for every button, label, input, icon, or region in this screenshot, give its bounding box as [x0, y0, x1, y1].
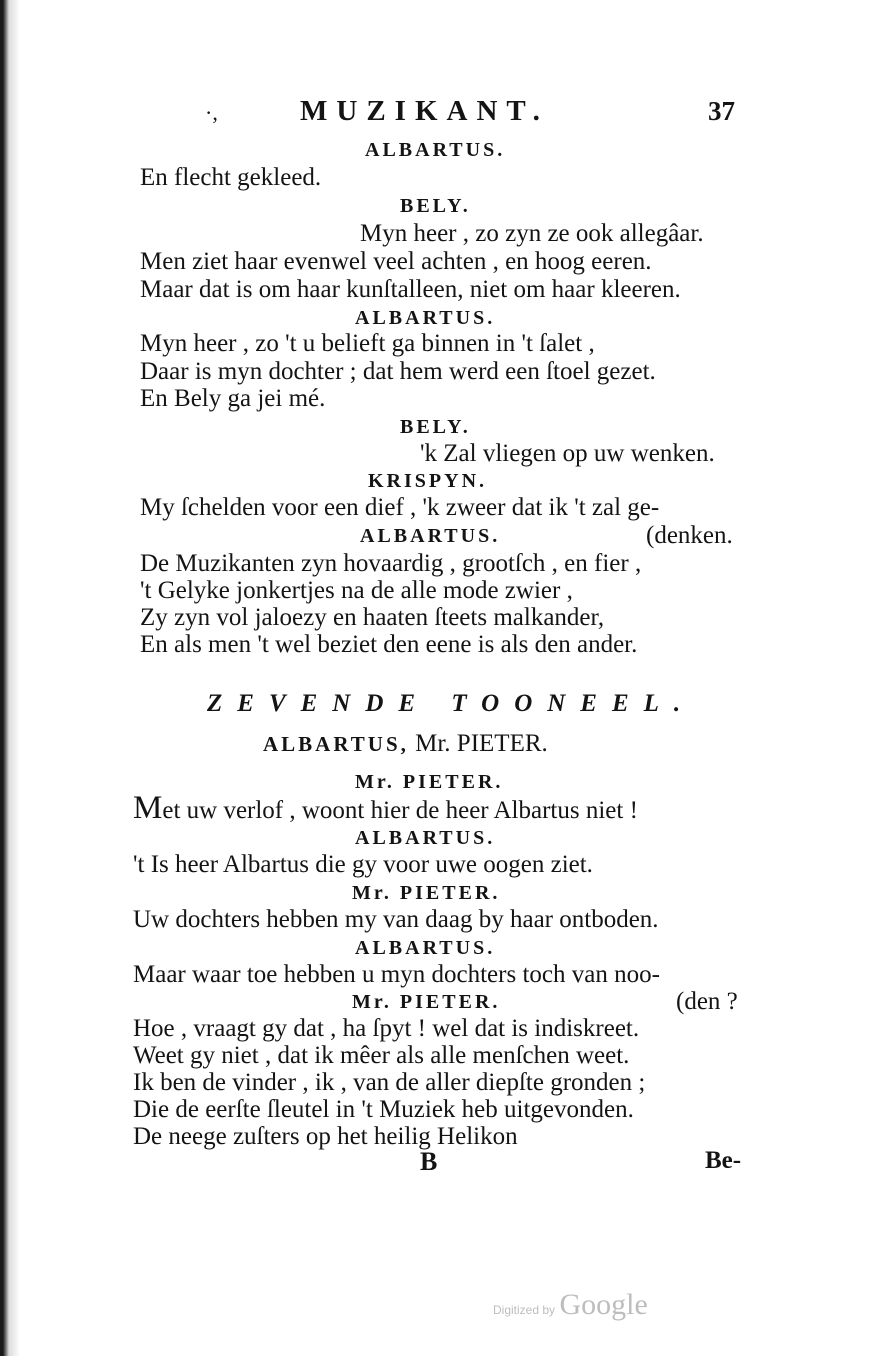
speaker-pieter: Mr. PIETER.: [352, 882, 501, 904]
verse-line: Myn heer , zo 't u belieft ga binnen in 't ſalet ,: [140, 330, 595, 357]
verse-line: En flecht gekleed.: [140, 164, 322, 191]
scene-heading: ZEVENDE TOONEEL.: [207, 690, 696, 717]
verse-line-first: [133, 790, 638, 826]
speaker-albartus: ALBARTUS.: [355, 827, 496, 849]
speaker-albartus: ALBARTUS.: [355, 307, 496, 329]
catchword: Be-: [705, 1147, 742, 1174]
verse-line: Men ziet haar evenwel veel achten , en hoog eeren.: [140, 248, 652, 275]
verse-line: Daar is myn dochter ; dat hem werd een ſtoel gezet.: [140, 358, 656, 385]
speaker-pieter: Mr. PIETER.: [352, 991, 501, 1013]
cast-pieter: Mr. PIETER.: [415, 730, 548, 757]
verse-line: My ſchelden voor een dief , 'k zweer dat ik 't zal ge-: [140, 494, 660, 521]
header-mark: ·,: [205, 100, 218, 125]
verse-continuation: (den ?: [676, 988, 738, 1015]
verse-line: 'k Zal vliegen op uw wenken.: [420, 440, 715, 467]
speaker-bely: BELY.: [400, 195, 471, 217]
verse-line: Myn heer , zo zyn ze ook allegâar.: [360, 220, 704, 247]
verse-line: En Bely ga jei mé.: [140, 385, 326, 412]
verse-line: Maar dat is om haar kunſtalleen, niet om haar kleeren.: [140, 276, 681, 303]
verse-line: Zy zyn vol jaloezy en haaten ſteets malkander,: [140, 604, 605, 631]
speaker-krispyn: KRISPYN.: [368, 470, 488, 492]
scene-cast: [263, 730, 548, 758]
speaker-albartus: ALBARTUS.: [365, 139, 506, 161]
verse-text: et uw verlof , woont hier de heer Albartus niet !: [162, 797, 638, 824]
watermark-prefix: Digitized by: [493, 1303, 556, 1317]
verse-line: 't Gelyke jonkertjes na de alle mode zwier ,: [140, 577, 573, 604]
verse-line: 't Is heer Albartus die gy voor uwe oogen ziet.: [133, 851, 593, 878]
speaker-albartus: ALBARTUS.: [360, 525, 501, 547]
verse-line: Weet gy niet , dat ik mêer als alle menſchen weet.: [133, 1042, 630, 1069]
verse-line: Ik ben de vinder , ik , van de aller diepſte gronden ;: [133, 1069, 646, 1096]
drop-capital: M: [133, 790, 163, 826]
verse-line: De neege zuſters op het heilig Helikon: [133, 1123, 518, 1150]
page-number: 37: [708, 96, 735, 126]
google-logo: Google: [559, 1288, 648, 1321]
verse-line: Maar waar toe hebben u myn dochters toch van noo-: [133, 961, 660, 988]
speaker-pieter: Mr. PIETER.: [355, 771, 504, 793]
cast-albartus: ALBARTUS,: [263, 732, 409, 756]
verse-line: Uw dochters hebben my van daag by haar ontboden.: [133, 906, 659, 933]
digitized-watermark: [493, 1288, 648, 1322]
signature-mark: B: [420, 1147, 438, 1176]
speaker-albartus: ALBARTUS.: [355, 937, 496, 959]
verse-line: Die de eerſte ſleutel in 't Muziek heb uitgevonden.: [133, 1096, 634, 1123]
verse-line: Hoe , vraagt gy dat , ha ſpyt ! wel dat is indiskreet.: [133, 1015, 640, 1042]
verse-line: De Muzikanten zyn hovaardig , grootſch , en fier ,: [140, 550, 642, 577]
verse-continuation: (denken.: [646, 522, 733, 549]
verse-line: En als men 't wel beziet den eene is als den ander.: [140, 631, 638, 658]
running-title: MUZIKANT.: [300, 95, 549, 127]
speaker-bely: BELY.: [400, 416, 471, 438]
